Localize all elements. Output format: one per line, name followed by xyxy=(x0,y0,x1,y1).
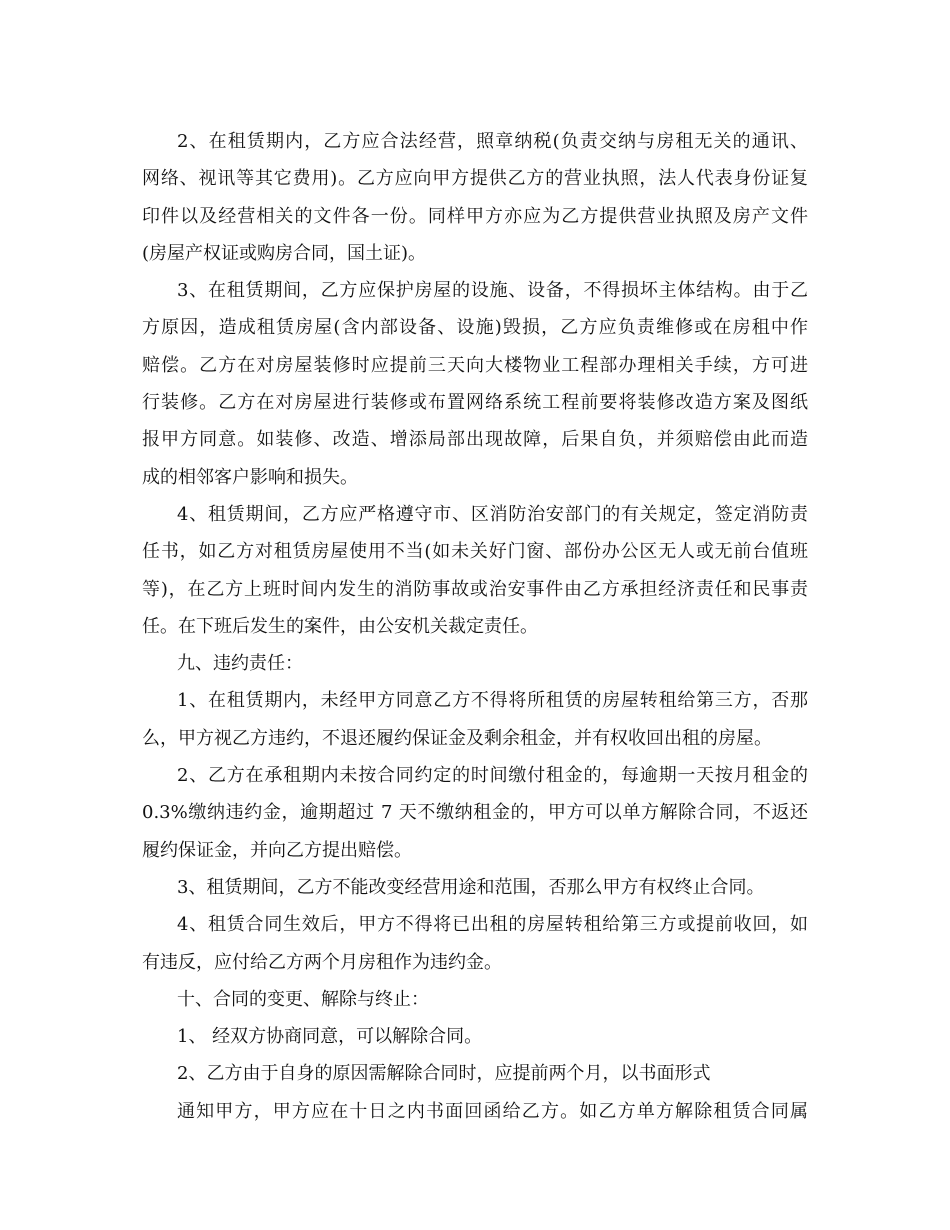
text-line: 等)，在乙方上班时间内发生的消防事故或治安事件由乙方承担经济责任和民事责 xyxy=(142,578,808,600)
text-line: 赔偿。乙方在对房屋装修时应提前三天向大楼物业工程部办理相关手续，方可进 xyxy=(142,354,808,376)
text-line: 通知甲方，甲方应在十日之内书面回函给乙方。如乙方单方解除租赁合同属 xyxy=(177,1100,808,1122)
document-body xyxy=(142,123,808,1130)
paragraph-facility-protection xyxy=(142,272,808,496)
text-line: 行装修。乙方在对房屋进行装修或布置网络系统工程前要将装修改造方案及图纸 xyxy=(142,392,808,414)
text-line: 网络、视讯等其它费用)。乙方应向甲方提供乙方的营业执照，法人代表身份证复 xyxy=(142,168,808,190)
paragraph-notice xyxy=(142,1093,808,1130)
paragraph-landlord-breach xyxy=(142,906,808,981)
section-heading-termination xyxy=(142,981,808,1018)
section-heading: 九、违约责任： xyxy=(177,653,303,675)
paragraph-sublease xyxy=(142,682,808,757)
paragraph-lease-operation xyxy=(142,123,808,272)
text-line: 成的相邻客户影响和损失。 xyxy=(142,466,358,488)
paragraph-mutual-termination xyxy=(142,1018,808,1055)
text-line: 4、租赁合同生效后，甲方不得将已出租的房屋转租给第三方或提前收回，如 xyxy=(177,914,808,936)
text-line: (房屋产权证或购房合同，国土证)。 xyxy=(142,242,427,264)
section-heading: 十、合同的变更、解除与终止： xyxy=(177,988,429,1010)
paragraph-late-payment xyxy=(142,757,808,869)
paragraph-fire-safety xyxy=(142,496,808,645)
text-line: 2、在租赁期内，乙方应合法经营，照章纳税(负责交纳与房租无关的通讯、 xyxy=(177,131,808,152)
text-line: 0.3%缴纳违约金，逾期超过 7 天不缴纳租金的，甲方可以单方解除合同，不返还 xyxy=(142,802,808,824)
text-line: 3、在租赁期间，乙方应保护房屋的设施、设备，不得损坏主体结构。由于乙 xyxy=(177,280,808,302)
text-line: 2、乙方由于自身的原因需解除合同时，应提前两个月，以书面形式 xyxy=(177,1063,711,1085)
text-line: 2、乙方在承租期内未按合同约定的时间缴付租金的，每逾期一天按月租金的 xyxy=(177,765,808,787)
text-line: 方原因，造成租赁房屋(含内部设备、设施)毁损，乙方应负责维修或在房租中作 xyxy=(142,317,808,339)
section-heading-breach xyxy=(142,645,808,682)
paragraph-tenant-termination xyxy=(142,1055,808,1092)
text-line: 报甲方同意。如装修、改造、增添局部出现故障，后果自负，并须赔偿由此而造 xyxy=(142,429,808,451)
text-line: 4、租赁期间，乙方应严格遵守市、区消防治安部门的有关规定，签定消防责 xyxy=(177,503,808,525)
paragraph-usage-change xyxy=(142,869,808,906)
text-line: 印件以及经营相关的文件各一份。同样甲方亦应为乙方提供营业执照及房产文件 xyxy=(142,205,808,227)
text-line: 么，甲方视乙方违约，不退还履约保证金及剩余租金，并有权收回出租的房屋。 xyxy=(142,727,772,749)
text-line: 有违反，应付给乙方两个月房租作为违约金。 xyxy=(142,951,502,973)
text-line: 1、在租赁期内，未经甲方同意乙方不得将所租赁的房屋转租给第三方，否那 xyxy=(177,690,808,712)
text-line: 任书，如乙方对租赁房屋使用不当(如未关好门窗、部份办公区无人或无前台值班 xyxy=(142,541,808,563)
text-line: 任。在下班后发生的案件，由公安机关裁定责任。 xyxy=(142,615,538,637)
text-line: 1、 经双方协商同意，可以解除合同。 xyxy=(177,1026,483,1048)
text-line: 履约保证金，并向乙方提出赔偿。 xyxy=(142,839,412,861)
text-line: 3、租赁期间，乙方不能改变经营用途和范围，否那么甲方有权终止合同。 xyxy=(177,876,765,898)
